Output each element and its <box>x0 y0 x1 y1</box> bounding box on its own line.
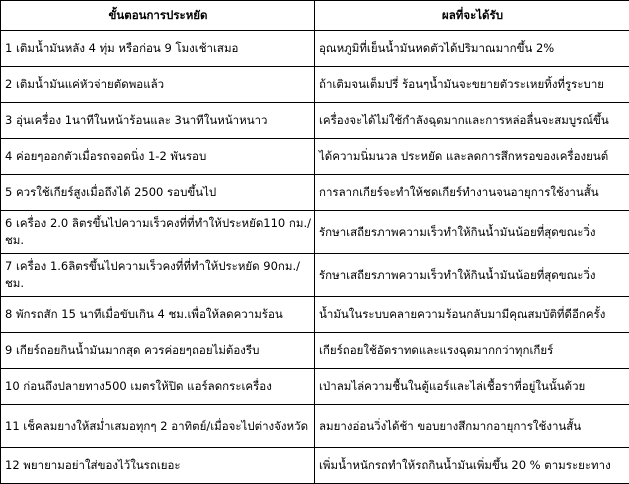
step-cell: 4 ค่อยๆออกตัวเมื่อรถจอดนิ่ง 1-2 พันรอบ <box>1 139 315 175</box>
header-steps: ขั้นตอนการประหยัด <box>1 1 315 31</box>
step-cell: 8 พักรถสัก 15 นาทีเมื่อขับเกิน 4 ชม.เพื่อให้ลดความร้อน <box>1 297 315 333</box>
step-cell: 7 เครื่อง 1.6ลิตรขึ้นไปความเร็วคงที่ที่ทำให้ประหยัด 90กม./ชม. <box>1 254 315 297</box>
result-cell: ได้ความนิ่มนวล ประหยัด และลดการสึกหรอของเครื่องยนต์ <box>315 139 629 175</box>
table-row <box>1 67 629 103</box>
step-cell: 12 พยายามอย่าใส่ของไว้ในรถเยอะ <box>1 448 315 484</box>
result-cell: เพิ่มน้ำหนักรถทำให้รถกินน้ำมันเพิ่มขึ้น 20 % ตามระยะทาง <box>315 448 629 484</box>
table-row <box>1 211 629 254</box>
table-row <box>1 297 629 333</box>
table-header-row <box>1 1 629 31</box>
result-cell: เกียร์ถอยใช้อัตราทดและแรงฉุดมากกว่าทุกเกียร์ <box>315 333 629 369</box>
table-row <box>1 333 629 369</box>
table-row <box>1 139 629 175</box>
result-cell: เป่าลมไล่ความชื้นในตู้แอร์และไล่เชื้อราที่อยู่ในนั้นด้วย <box>315 369 629 405</box>
step-cell: 5 ควรใช้เกียร์สูงเมื่อถึงได้ 2500 รอบขึ้นไป <box>1 175 315 211</box>
header-results: ผลที่จะได้รับ <box>315 1 629 31</box>
step-cell: 1 เติมน้ำมันหลัง 4 ทุ่ม หรือก่อน 9 โมงเช้าเสมอ <box>1 31 315 67</box>
result-cell: รักษาเสถียรภาพความเร็วทำให้กินน้ำมันน้อยที่สุดขณะวิ่ง <box>315 211 629 254</box>
result-cell: น้ำมันในระบบคลายความร้อนกลับมามีคุณสมบัติที่ดีอีกครั้ง <box>315 297 629 333</box>
step-cell: 2 เติมน้ำมันแค่หัวจ่ายตัดพอแล้ว <box>1 67 315 103</box>
table-row <box>1 103 629 139</box>
result-cell: เครื่องจะได้ไม่ใช้กำลังฉุดมากและการหล่อลื่นจะสมบูรณ์ขึ้น <box>315 103 629 139</box>
result-cell: รักษาเสถียรภาพความเร็วทำให้กินน้ำมันน้อยที่สุดขณะวิ่ง <box>315 254 629 297</box>
step-cell: 10 ก่อนถึงปลายทาง500 เมตรให้ปิด แอร์ลดกระเครื่อง <box>1 369 315 405</box>
table-row <box>1 254 629 297</box>
result-cell: อุณหภูมิที่เย็นน้ำมันหดตัวได้ปริมาณมากขึ้น 2% <box>315 31 629 67</box>
table-row <box>1 175 629 211</box>
table-row <box>1 369 629 405</box>
result-cell: ลมยางอ่อนวิ่งได้ช้า ขอบยางสึกมากอายุการใช้งานสั้น <box>315 405 629 448</box>
table-row <box>1 448 629 484</box>
result-cell: ถ้าเติมจนเต็มปรี่ ร้อนๆน้ำมันจะขยายตัวระเหยทิ้งที่รูระบาย <box>315 67 629 103</box>
step-cell: 3 อุ่นเครื่อง 1นาทีในหน้าร้อนและ 3นาทีในหน้าหนาว <box>1 103 315 139</box>
table-row <box>1 405 629 448</box>
table-row <box>1 31 629 67</box>
step-cell: 11 เช็คลมยางให้สม่ำเสมอทุกๆ 2 อาทิตย์/เมื่อจะไปต่างจังหวัด <box>1 405 315 448</box>
step-cell: 9 เกียร์ถอยกินน้ำมันมากสุด ควรค่อยๆถอยไม่ต้องรีบ <box>1 333 315 369</box>
step-cell: 6 เครื่อง 2.0 ลิตรขึ้นไปความเร็วคงที่ที่ทำให้ประหยัด110 กม./ชม. <box>1 211 315 254</box>
result-cell: การลากเกียร์จะทำให้ชดเกียร์ทำงานจนอายุการใช้งานสั้น <box>315 175 629 211</box>
